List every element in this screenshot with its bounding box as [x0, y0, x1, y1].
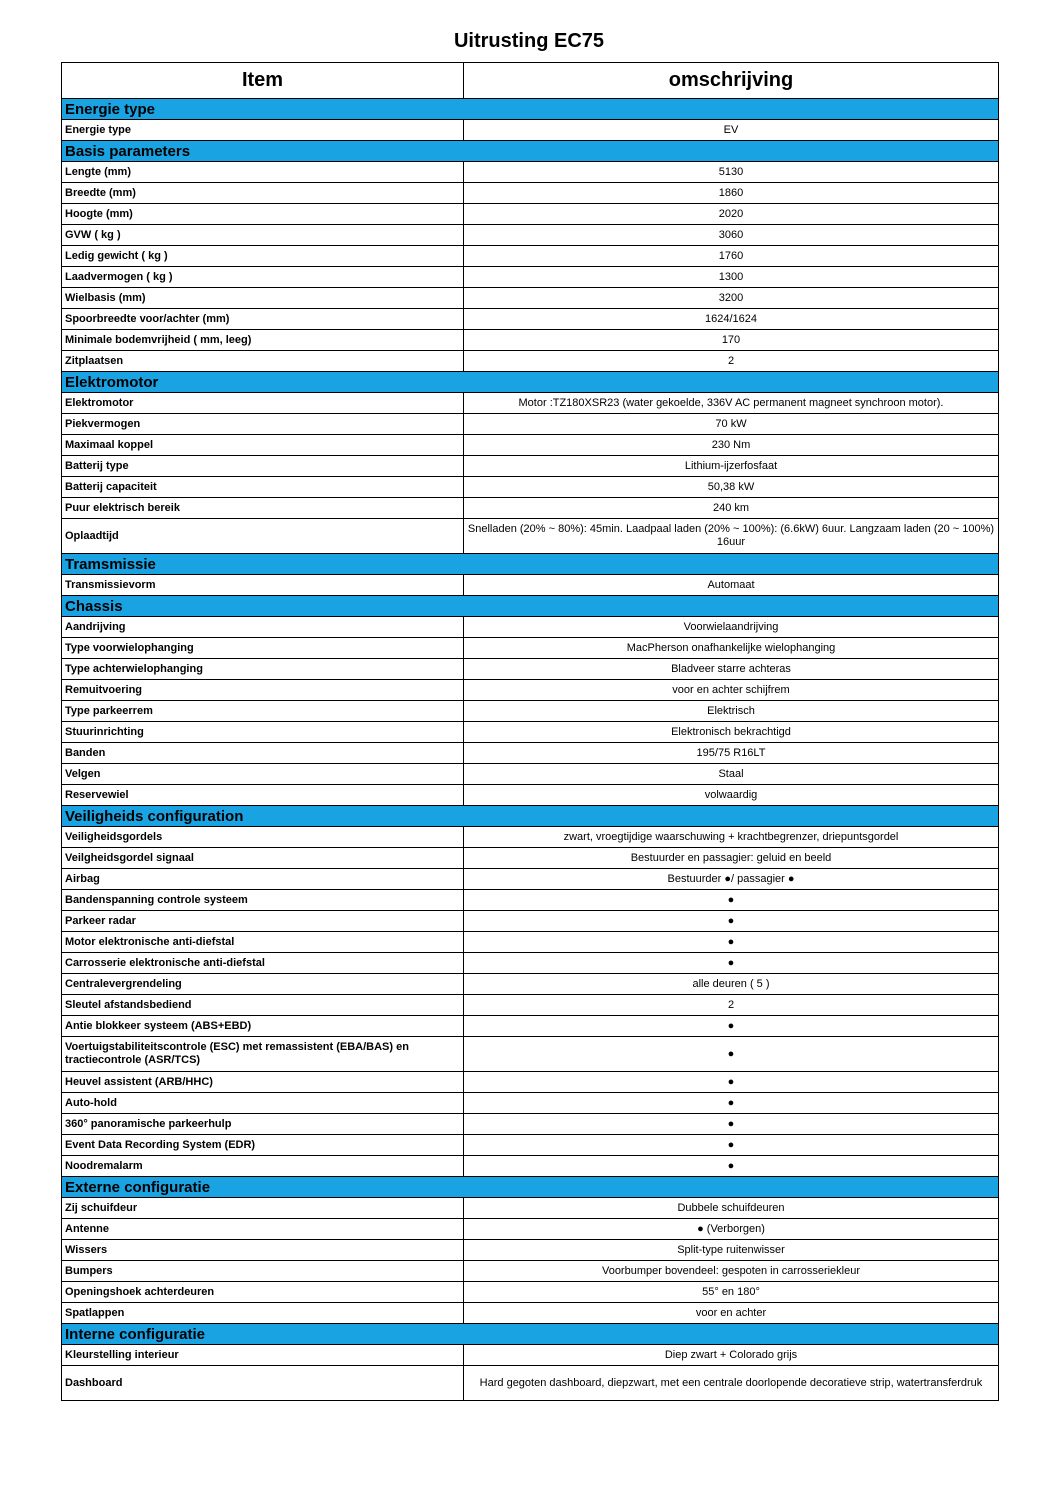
table-row [62, 1261, 999, 1282]
table-row [62, 204, 999, 225]
item-value: ● [464, 1135, 999, 1156]
table-row [62, 1037, 999, 1072]
table-row [62, 785, 999, 806]
item-value: Automaat [464, 575, 999, 596]
table-row [62, 575, 999, 596]
item-value: 240 km [464, 498, 999, 519]
item-value: Staal [464, 764, 999, 785]
table-row [62, 246, 999, 267]
section-header [62, 372, 999, 393]
column-header-description: omschrijving [464, 63, 999, 99]
item-value: Diep zwart + Colorado grijs [464, 1345, 999, 1366]
table-row [62, 1219, 999, 1240]
table-row [62, 638, 999, 659]
table-row [62, 267, 999, 288]
table-row [62, 1135, 999, 1156]
item-value: volwaardig [464, 785, 999, 806]
section-title: Externe configuratie [62, 1177, 999, 1198]
table-row [62, 498, 999, 519]
item-label: Lengte (mm) [62, 162, 464, 183]
table-row [62, 848, 999, 869]
item-label: Sleutel afstandsbediend [62, 995, 464, 1016]
item-label: Zij schuifdeur [62, 1198, 464, 1219]
item-value: EV [464, 120, 999, 141]
section-title: Veiligheids configuration [62, 806, 999, 827]
section-header [62, 1324, 999, 1345]
item-label: Hoogte (mm) [62, 204, 464, 225]
item-label: Piekvermogen [62, 414, 464, 435]
item-label: Veilgheidsgordel signaal [62, 848, 464, 869]
table-row [62, 1345, 999, 1366]
item-label: Puur elektrisch bereik [62, 498, 464, 519]
item-label: Zitplaatsen [62, 351, 464, 372]
table-row [62, 1156, 999, 1177]
item-label: Auto-hold [62, 1093, 464, 1114]
section-header [62, 1177, 999, 1198]
item-value: ● [464, 1072, 999, 1093]
item-value: 195/75 R16LT [464, 743, 999, 764]
section-header [62, 596, 999, 617]
table-row [62, 827, 999, 848]
table-row [62, 659, 999, 680]
item-value: voor en achter [464, 1303, 999, 1324]
specification-table [61, 62, 999, 1401]
item-label: Laadvermogen ( kg ) [62, 267, 464, 288]
table-row [62, 890, 999, 911]
item-label: 360° panoramische parkeerhulp [62, 1114, 464, 1135]
section-header [62, 141, 999, 162]
table-row [62, 932, 999, 953]
table-row [62, 911, 999, 932]
item-label: Velgen [62, 764, 464, 785]
table-header [62, 63, 999, 99]
item-label: Batterij type [62, 456, 464, 477]
item-value: 230 Nm [464, 435, 999, 456]
item-label: Event Data Recording System (EDR) [62, 1135, 464, 1156]
item-value: ● [464, 1114, 999, 1135]
item-value: 1300 [464, 267, 999, 288]
table-row [62, 995, 999, 1016]
table-row [62, 288, 999, 309]
table-row [62, 183, 999, 204]
item-label: Parkeer radar [62, 911, 464, 932]
item-label: Elektromotor [62, 393, 464, 414]
item-value: ● [464, 1156, 999, 1177]
item-label: Maximaal koppel [62, 435, 464, 456]
item-label: Centralevergrendeling [62, 974, 464, 995]
item-label: GVW ( kg ) [62, 225, 464, 246]
item-value: MacPherson onafhankelijke wielophanging [464, 638, 999, 659]
item-label: Wielbasis (mm) [62, 288, 464, 309]
item-value: 50,38 kW [464, 477, 999, 498]
item-value: 2 [464, 995, 999, 1016]
item-label: Veiligheidsgordels [62, 827, 464, 848]
section-title: Basis parameters [62, 141, 999, 162]
item-value: 55° en 180° [464, 1282, 999, 1303]
section-title: Chassis [62, 596, 999, 617]
item-value: voor en achter schijfrem [464, 680, 999, 701]
item-value: Voorbumper bovendeel: gespoten in carrosseriekleur [464, 1261, 999, 1282]
table-row [62, 1366, 999, 1401]
table-row [62, 869, 999, 890]
section-title: Energie type [62, 99, 999, 120]
table-row [62, 701, 999, 722]
item-value: Elektrisch [464, 701, 999, 722]
item-value: ● [464, 953, 999, 974]
table-row [62, 414, 999, 435]
item-value: zwart, vroegtijdige waarschuwing + krachtbegrenzer, driepuntsgordel [464, 827, 999, 848]
item-label: Airbag [62, 869, 464, 890]
item-label: Spatlappen [62, 1303, 464, 1324]
item-value: 2 [464, 351, 999, 372]
section-header [62, 99, 999, 120]
item-value: 170 [464, 330, 999, 351]
item-label: Antenne [62, 1219, 464, 1240]
section-header [62, 554, 999, 575]
table-row [62, 225, 999, 246]
table-row [62, 764, 999, 785]
table-row [62, 680, 999, 701]
item-value: Hard gegoten dashboard, diepzwart, met een centrale doorlopende decoratieve strip, watertransferdruk [464, 1366, 999, 1401]
item-value: Bladveer starre achteras [464, 659, 999, 680]
item-label: Stuurinrichting [62, 722, 464, 743]
item-label: Antie blokkeer systeem (ABS+EBD) [62, 1016, 464, 1037]
item-label: Heuvel assistent (ARB/HHC) [62, 1072, 464, 1093]
item-label: Type parkeerrem [62, 701, 464, 722]
item-value: Voorwielaandrijving [464, 617, 999, 638]
item-label: Kleurstelling interieur [62, 1345, 464, 1366]
item-label: Minimale bodemvrijheid ( mm, leeg) [62, 330, 464, 351]
item-value: ● [464, 1016, 999, 1037]
item-value: 1624/1624 [464, 309, 999, 330]
table-row [62, 309, 999, 330]
item-label: Batterij capaciteit [62, 477, 464, 498]
table-row [62, 477, 999, 498]
table-row [62, 1303, 999, 1324]
item-label: Banden [62, 743, 464, 764]
item-label: Noodremalarm [62, 1156, 464, 1177]
table-row [62, 1240, 999, 1261]
document-title: Uitrusting EC75 [453, 30, 605, 52]
item-value: 70 kW [464, 414, 999, 435]
item-value: 1860 [464, 183, 999, 204]
item-label: Reservewiel [62, 785, 464, 806]
item-value: 1760 [464, 246, 999, 267]
item-label: Ledig gewicht ( kg ) [62, 246, 464, 267]
item-value: ● [464, 890, 999, 911]
table-row [62, 953, 999, 974]
table-row [62, 1198, 999, 1219]
table-row [62, 456, 999, 477]
item-label: Motor elektronische anti-diefstal [62, 932, 464, 953]
item-label: Breedte (mm) [62, 183, 464, 204]
item-label: Transmissievorm [62, 575, 464, 596]
item-value: Split-type ruitenwisser [464, 1240, 999, 1261]
item-label: Type voorwielophanging [62, 638, 464, 659]
section-title: Tramsmissie [62, 554, 999, 575]
item-value: Bestuurder en passagier: geluid en beeld [464, 848, 999, 869]
item-value: Bestuurder ●/ passagier ● [464, 869, 999, 890]
item-label: Dashboard [62, 1366, 464, 1401]
item-label: Voertuigstabiliteitscontrole (ESC) met remassistent (EBA/BAS) en tractiecontrole (ASR/TCS) [62, 1037, 464, 1072]
item-value: Snelladen (20% ~ 80%): 45min. Laadpaal laden (20% ~ 100%): (6.6kW) 6uur. Langzaam laden (20 ~ 100%) 16uur [464, 519, 999, 554]
item-value: alle deuren ( 5 ) [464, 974, 999, 995]
column-header-item: Item [62, 63, 464, 99]
item-label: Energie type [62, 120, 464, 141]
table-row [62, 1016, 999, 1037]
item-label: Aandrijving [62, 617, 464, 638]
table-row [62, 351, 999, 372]
table-row [62, 1072, 999, 1093]
item-value: 3200 [464, 288, 999, 309]
table-row [62, 617, 999, 638]
item-value: Elektronisch bekrachtigd [464, 722, 999, 743]
table-row [62, 722, 999, 743]
table-row [62, 519, 999, 554]
item-label: Wissers [62, 1240, 464, 1261]
section-title: Interne configuratie [62, 1324, 999, 1345]
item-label: Openingshoek achterdeuren [62, 1282, 464, 1303]
item-label: Type achterwielophanging [62, 659, 464, 680]
item-value: 2020 [464, 204, 999, 225]
item-value: Dubbele schuifdeuren [464, 1198, 999, 1219]
table-row [62, 974, 999, 995]
section-title: Elektromotor [62, 372, 999, 393]
table-row [62, 1093, 999, 1114]
item-value: Motor :TZ180XSR23 (water gekoelde, 336V AC permanent magneet synchroon motor). [464, 393, 999, 414]
table-row [62, 330, 999, 351]
table-row [62, 162, 999, 183]
item-value: ● (Verborgen) [464, 1219, 999, 1240]
item-label: Carrosserie elektronische anti-diefstal [62, 953, 464, 974]
item-value: ● [464, 1037, 999, 1072]
section-header [62, 806, 999, 827]
item-value: 3060 [464, 225, 999, 246]
table-row [62, 1114, 999, 1135]
table-row [62, 435, 999, 456]
item-label: Oplaadtijd [62, 519, 464, 554]
table-row [62, 120, 999, 141]
item-label: Spoorbreedte voor/achter (mm) [62, 309, 464, 330]
item-label: Bumpers [62, 1261, 464, 1282]
item-value: ● [464, 1093, 999, 1114]
item-value: Lithium-ijzerfosfaat [464, 456, 999, 477]
item-label: Bandenspanning controle systeem [62, 890, 464, 911]
table-row [62, 1282, 999, 1303]
table-row [62, 743, 999, 764]
item-value: ● [464, 911, 999, 932]
item-value: ● [464, 932, 999, 953]
item-value: 5130 [464, 162, 999, 183]
item-label: Remuitvoering [62, 680, 464, 701]
table-row [62, 393, 999, 414]
